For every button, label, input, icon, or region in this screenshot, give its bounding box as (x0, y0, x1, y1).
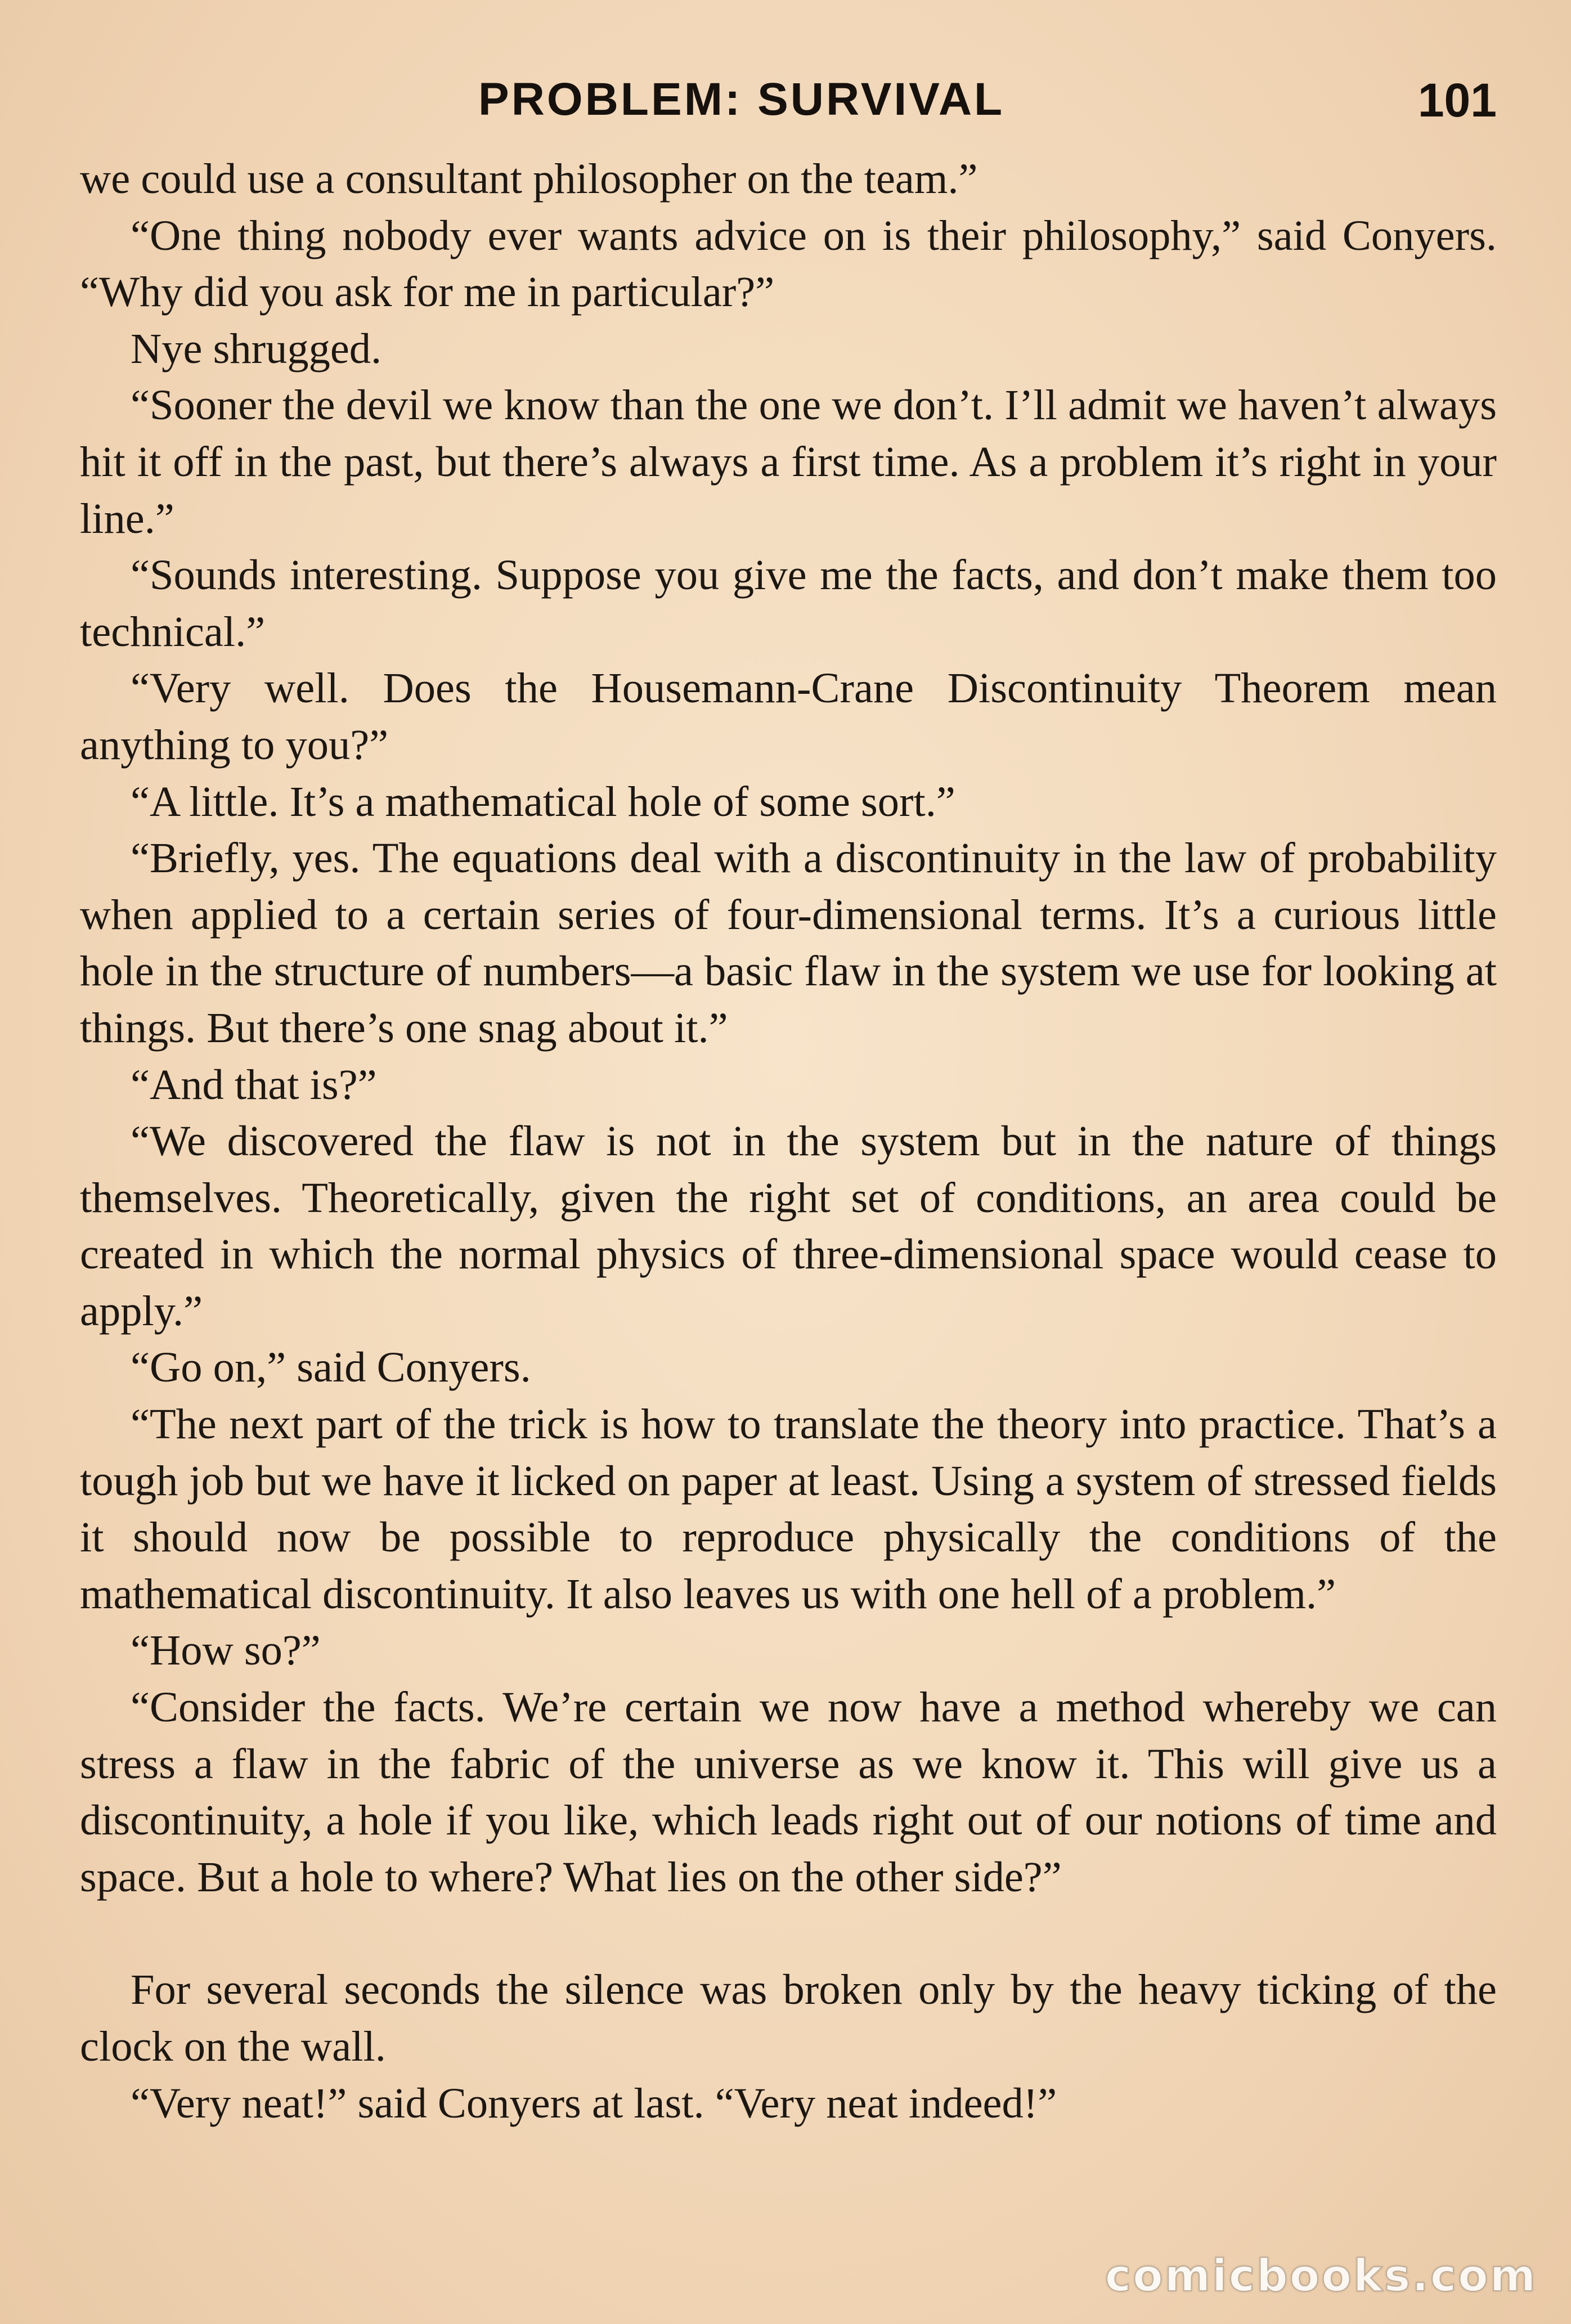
paragraph: “The next part of the trick is how to translate the theory into practice. That’s a tough job but we have it licked on paper at least. Using a system of stressed fields it should now be possible to reproduce physically the conditions of the mathematical discontinuity. It also leaves us with one hell of a problem.” (80, 1400, 1497, 1618)
paragraph-section-break: For several seconds the silence was broken only by the heavy ticking of the clock on the wall. (80, 1966, 1497, 2070)
paragraph: “Go on,” said Conyers. (131, 1343, 531, 1392)
paragraph: “One thing nobody ever wants advice on is their philosophy,” said Conyers. “Why did you ask for me in particular?” (80, 211, 1497, 316)
page-header (79, 73, 1497, 135)
paragraph: “Sounds interesting. Suppose you give me the facts, and don’t make them too technical.” (80, 551, 1497, 656)
paragraph: “Consider the facts. We’re certain we now have a method whereby we can stress a flaw in the fabric of the universe as we know it. This will give us a discontinuity, a hole if you like, which leads right out of our notions of time and space. But a hole to where? What lies on the other side?” (80, 1683, 1497, 1901)
paragraph: Nye shrugged. (131, 324, 382, 373)
body-text (80, 151, 1497, 2132)
page-number: 101 (1417, 74, 1497, 127)
paragraph-continued: we could use a consultant philosopher on the team.” (80, 155, 978, 203)
paragraph: “How so?” (131, 1626, 321, 1675)
paragraph: “Briefly, yes. The equations deal with a discontinuity in the law of probability when applied to a certain series of four-dimensional terms. It’s a curious little hole in the structure of numbers—a basic flaw in the system we use for looking at things. But there’s one snag about it.” (80, 834, 1497, 1052)
watermark-logo: comicbooks.com (1105, 2251, 1537, 2301)
paragraph: “Very well. Does the Housemann-Crane Discontinuity Theorem mean anything to you?” (80, 664, 1497, 769)
paragraph: “We discovered the flaw is not in the system but in the nature of things themselves. Theoretically, given the right set of conditions, an area could be created in which the normal physics of three-dimensional space would cease to apply.” (80, 1117, 1497, 1335)
paragraph: “And that is?” (131, 1060, 377, 1109)
paragraph: “Very neat!” said Conyers at last. “Very neat indeed!” (131, 2079, 1057, 2127)
paragraph: “Sooner the devil we know than the one we don’t. I’ll admit we haven’t always hit it off in the past, but there’s always a first time. As a problem it’s right in your line.” (80, 381, 1497, 542)
paragraph: “A little. It’s a mathematical hole of some sort.” (131, 777, 955, 825)
running-head: PROBLEM: SURVIVAL (478, 74, 1005, 125)
